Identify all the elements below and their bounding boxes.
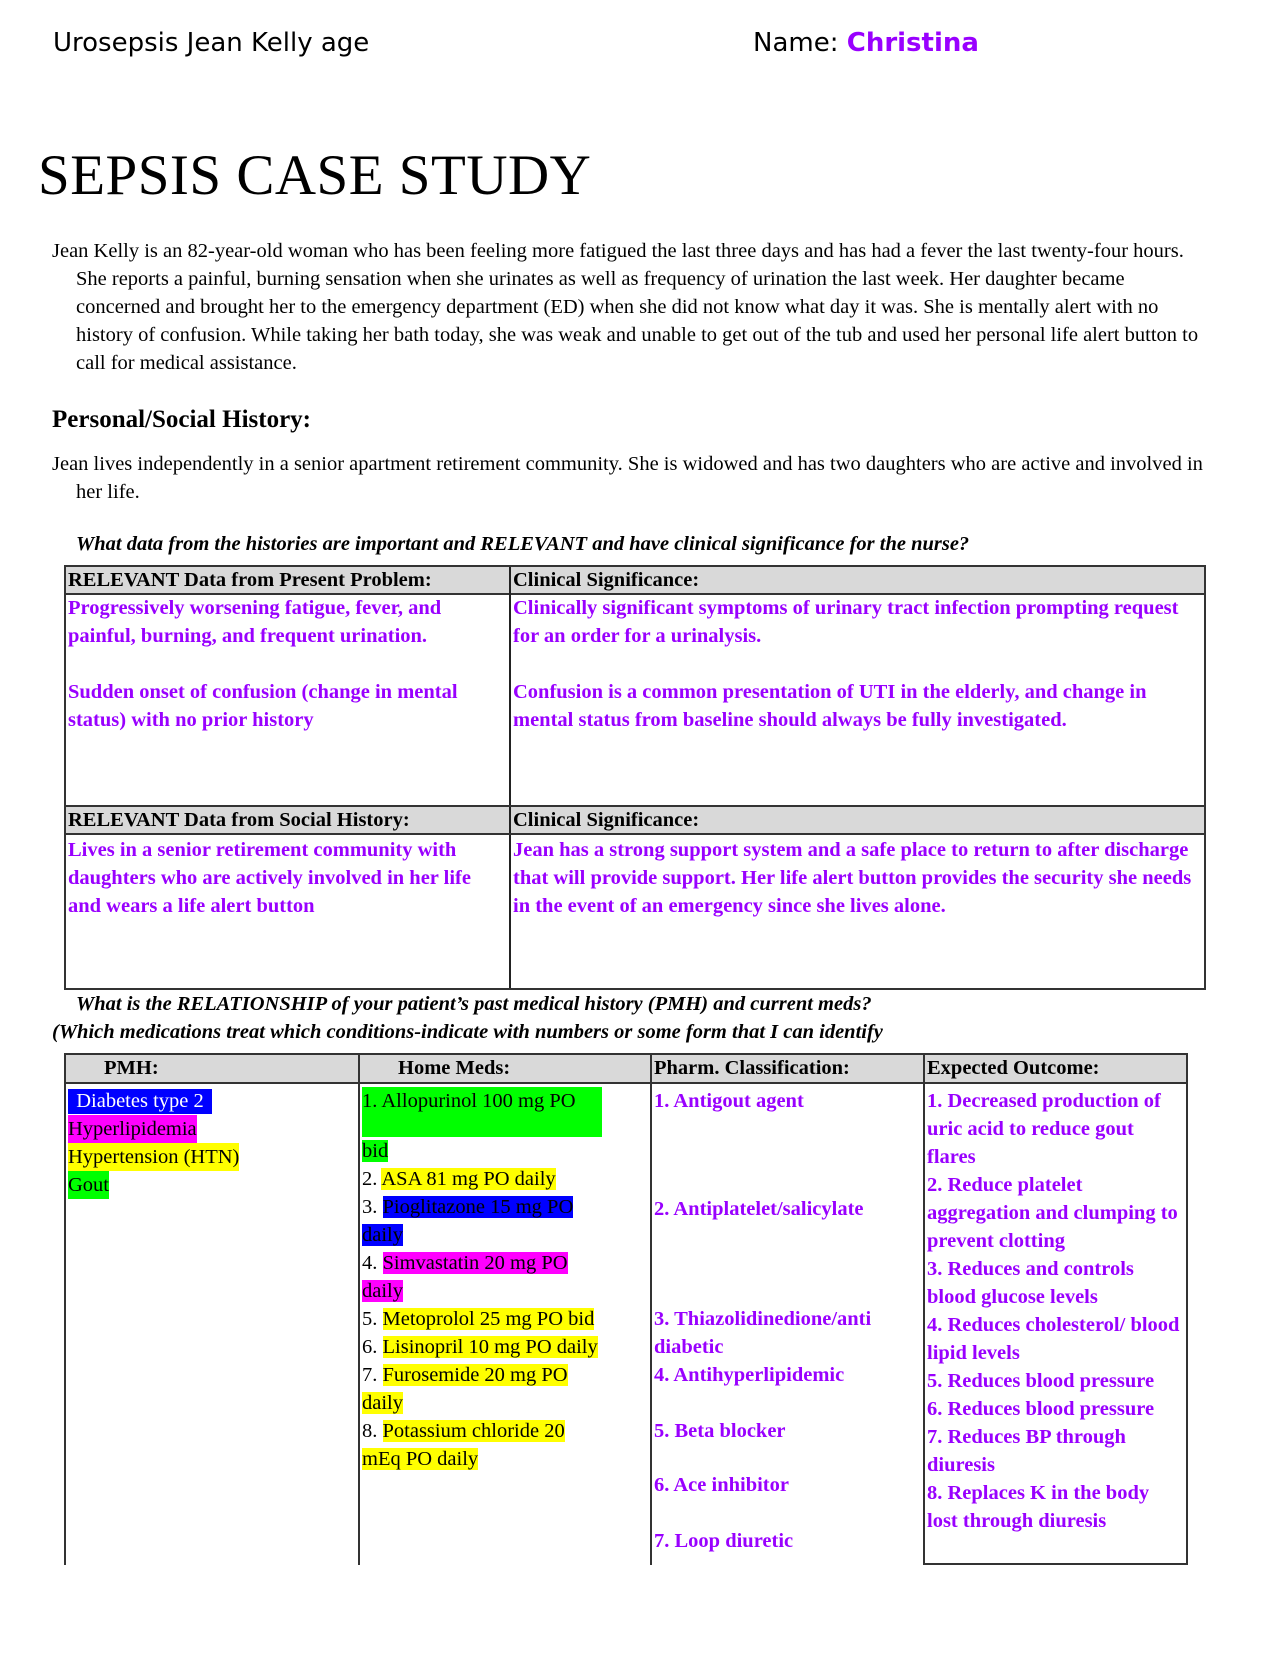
outcome-1: 1. Decreased production of uric acid to reduce gout flares (927, 1090, 1161, 1168)
pmh-meds-table (64, 1053, 1188, 1565)
present-problem-data-1: Progressively worsening fatigue, fever, and painful, burning, and frequent urination. (68, 597, 442, 647)
classification-3: 3. Thiazolidinedione/anti (654, 1308, 872, 1330)
med-item-4: 4. Simvastatin 20 mg PO (362, 1252, 568, 1274)
outcome-2: 2. Reduce platelet aggregation and clumping to prevent clotting (927, 1174, 1178, 1252)
pmh-list (68, 1087, 356, 1199)
med-item-5: 5. Metoprolol 25 mg PO bid (362, 1308, 595, 1330)
pmh-item-diabetes: Diabetes type 2 (68, 1089, 212, 1114)
outcome-8: 8. Replaces K in the body lost through diuresis (927, 1482, 1150, 1532)
med-item-2: 2. ASA 81 mg PO daily (362, 1168, 556, 1190)
outcome-3: 3. Reduces and controls blood glucose levels (927, 1258, 1134, 1308)
social-history-header-row (66, 805, 1204, 835)
outcome-7: 7. Reduces BP through diuresis (927, 1426, 1126, 1476)
outcome-4: 4. Reduces cholesterol/ blood lipid levels (927, 1314, 1180, 1364)
classification-1: 1. Antigout agent (654, 1090, 804, 1112)
classification-2: 2. Antiplatelet/salicylate (654, 1198, 864, 1220)
present-problem-data-2: Sudden onset of confusion (change in mental status) with no prior history (68, 681, 458, 731)
social-significance-header: Clinical Significance: (513, 809, 700, 831)
present-problem-header: RELEVANT Data from Present Problem: (66, 567, 511, 593)
page-title: SEPSIS CASE STUDY (38, 144, 592, 207)
expected-outcome-column[interactable] (923, 1053, 1188, 1565)
social-history-significance-1: Jean has a strong support system and a safe place to return to after discharge that will provide support. Her life alert button provides the security she needs in the event of an emergency since she lives alone. (513, 839, 1192, 917)
social-history-data-1: Lives in a senior retirement community with daughters who are actively involved in her life and wears a life alert button (68, 839, 471, 917)
outcome-6: 6. Reduces blood pressure (927, 1398, 1155, 1420)
classification-6: 6. Ace inhibitor (654, 1474, 789, 1496)
pmh-question: What is the RELATIONSHIP of your patient’s past medical history (PMH) and current meds? (76, 993, 872, 1015)
med-item-3: 3. Pioglitazone 15 mg PO (362, 1196, 574, 1218)
social-history-significance-cell[interactable] (511, 835, 1204, 988)
social-history-body (66, 835, 1204, 988)
relevant-data-question: What data from the histories are important and RELEVANT and have clinical significance for the nurse? (76, 533, 970, 555)
classification-7: 7. Loop diuretic (654, 1530, 794, 1552)
personal-social-heading: Personal/Social History: (52, 406, 311, 433)
relevant-data-table (64, 565, 1206, 990)
social-history-data-cell[interactable] (66, 835, 511, 988)
pmh-item-hyperlipidemia: Hyperlipidemia (68, 1115, 197, 1143)
home-meds-column[interactable] (358, 1053, 650, 1565)
med-item-1: 1. Allopurinol 100 mg PO (362, 1087, 648, 1137)
present-problem-significance-1: Clinically significant symptoms of urinary tract infection prompting request for an order for a urinalysis. (513, 597, 1179, 647)
med-item-8: 8. Potassium chloride 20 (362, 1420, 565, 1442)
present-problem-significance-2: Confusion is a common presentation of UTI in the elderly, and change in mental status from baseline should always be fully investigated. (513, 681, 1147, 731)
outcome-list (927, 1087, 1184, 1535)
present-problem-body (66, 593, 1204, 805)
med-item-7: 7. Furosemide 20 mg PO (362, 1364, 568, 1386)
classification-4: 4. Antihyperlipidemic (654, 1364, 845, 1386)
present-problem-data-cell[interactable] (66, 593, 511, 805)
case-intro-paragraph: Jean Kelly is an 82-year-old woman who has been feeling more fatigued the last three days and has had a fever the last twenty-four hours. She reports a painful, burning sensation when she urinates as well as frequency of urination the last week. Her daughter became concerned and brought her to the emergency department (ED) when she did not know what day it was. She is mentally alert with no history of confusion. While taking her bath today, she was weak and unable to get out of the tub and used her personal life alert button to call for medical assistance. (52, 240, 1199, 374)
pmh-item-hypertension: Hypertension (HTN) (68, 1143, 239, 1171)
student-name (753, 28, 979, 58)
pharm-classification-column[interactable] (650, 1053, 923, 1565)
home-meds-header: Home Meds: (398, 1057, 511, 1079)
med-item-6: 6. Lisinopril 10 mg PO daily (362, 1336, 598, 1358)
present-problem-header-row (66, 567, 1204, 595)
classification-3-cont: diabetic (654, 1336, 724, 1358)
pmh-column[interactable] (64, 1053, 358, 1565)
home-meds-list: 1. Allopurinol 100 mg PO bid 2. ASA 81 mg PO daily 3. Pioglitazone 15 mg PO daily 4. Simvastatin 20 mg PO daily 5. Metoprolol 25 mg PO bid 6. Lisinopril 10 mg PO daily 7. Furosemide 20 mg PO daily 8. Potassium chloride 20 mEq PO daily (362, 1087, 648, 1473)
assignment-title: Urosepsis Jean Kelly age (53, 28, 370, 58)
personal-social-text: Jean lives independently in a senior apartment retirement community. She is widowed and has two daughters who are active and involved in her life. (52, 453, 1203, 503)
classification-5: 5. Beta blocker (654, 1420, 786, 1442)
pmh-item-gout: Gout (68, 1171, 109, 1199)
present-problem-significance-cell[interactable] (511, 593, 1204, 805)
pmh-instruction: (Which medications treat which conditions-indicate with numbers or some form that I can identify (52, 1021, 883, 1043)
social-history-header: RELEVANT Data from Social History: (66, 807, 511, 833)
name-label: Name: (753, 28, 839, 58)
clinical-significance-header: Clinical Significance: (513, 569, 700, 591)
expected-outcome-header: Expected Outcome: (927, 1057, 1100, 1079)
name-value: Christina (846, 28, 979, 58)
outcome-5: 5. Reduces blood pressure (927, 1370, 1155, 1392)
pharm-classification-header: Pharm. Classification: (654, 1057, 850, 1079)
pmh-header: PMH: (104, 1057, 159, 1079)
